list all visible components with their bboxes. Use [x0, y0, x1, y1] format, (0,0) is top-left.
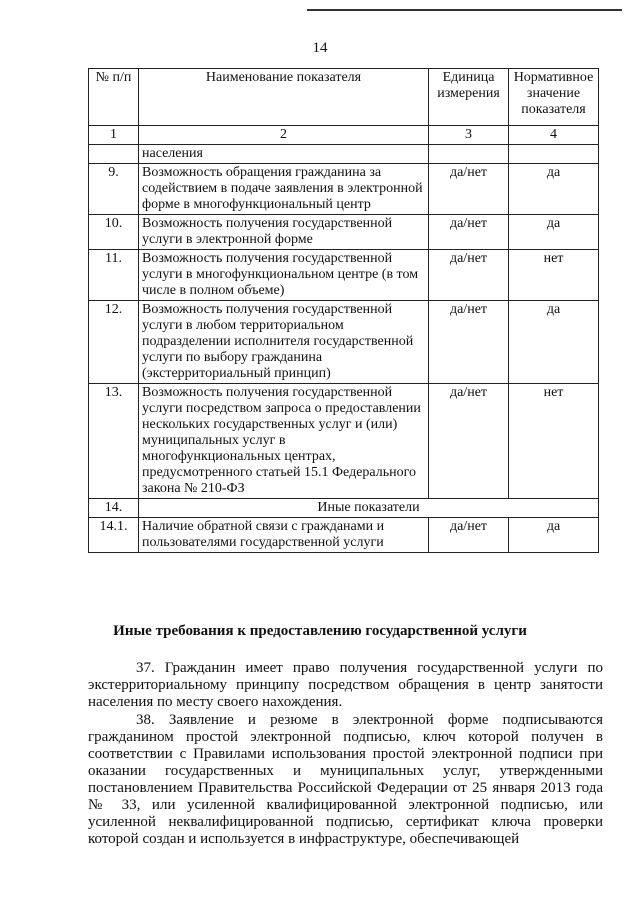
paragraph-37: 37. Гражданин имеет право получения государственной услуги по экстерриториальному принципу посредством обращения в центр занятости населения по месту своего нахождения. — [88, 660, 603, 710]
row-unit: да/нет — [429, 215, 509, 250]
table-row — [89, 145, 599, 164]
continuation-text: населения — [139, 145, 429, 164]
table-row — [89, 301, 599, 384]
column-number: 2 — [139, 126, 429, 145]
row-unit: да/нет — [429, 301, 509, 384]
table-row — [89, 250, 599, 301]
page-number: 14 — [312, 40, 328, 56]
table-row — [89, 518, 599, 553]
column-number: 1 — [89, 126, 139, 145]
row-name: Наличие обратной связи с гражданами и пользователями государственной услуги — [139, 518, 429, 553]
row-unit: да/нет — [429, 384, 509, 499]
row-value: да — [509, 518, 599, 553]
paragraph-38: 38. Заявление и резюме в электронной форме подписываются гражданином простой электронной подписью, ключ которой получен в соответствии с Правилами использования простой электронной подписи при оказании государственных и муниципальных услуг, утвержденными постановлением Правительства Российской Федерации от 25 января 2013 года № 33, или усиленной квалифицированной электронной подписью, или усиленной неквалифицированной подписью, сертификат ключа проверки которой создан и используется в инфраструктуре, обеспечивающей — [88, 712, 603, 847]
section-title: Иные показатели — [139, 499, 599, 518]
header-name: Наименование показателя — [139, 69, 429, 126]
row-value: нет — [509, 250, 599, 301]
row-name: Возможность обращения гражданина за содействием в подаче заявления в электронной форме в многофункциональный центр — [139, 164, 429, 215]
header-number: № п/п — [89, 69, 139, 126]
row-number: 10. — [89, 215, 139, 250]
row-unit: да/нет — [429, 164, 509, 215]
header-rule — [307, 9, 622, 11]
table-header-row — [89, 69, 599, 126]
indicators-table — [88, 68, 599, 553]
section-heading: Иные требования к предоставлению государственной услуги — [113, 623, 527, 639]
row-number: 9. — [89, 164, 139, 215]
header-unit: Единица измерения — [429, 69, 509, 126]
row-number: 12. — [89, 301, 139, 384]
row-number: 13. — [89, 384, 139, 499]
row-value: нет — [509, 384, 599, 499]
column-number: 3 — [429, 126, 509, 145]
row-value: да — [509, 301, 599, 384]
section-row — [89, 499, 599, 518]
header-value: Нормативное значение показателя — [509, 69, 599, 126]
row-number: 11. — [89, 250, 139, 301]
row-name: Возможность получения государственной услуги в любом территориальном подразделении исполнителя государственной услуги по выбору гражданина (экстерриториальный принцип) — [139, 301, 429, 384]
row-name: Возможность получения государственной услуги в многофункциональном центре (в том числе в полном объеме) — [139, 250, 429, 301]
row-name: Возможность получения государственной услуги в электронной форме — [139, 215, 429, 250]
column-number-row — [89, 126, 599, 145]
row-number: 14.1. — [89, 518, 139, 553]
section-number: 14. — [89, 499, 139, 518]
table-row — [89, 215, 599, 250]
table-row — [89, 164, 599, 215]
row-value: да — [509, 215, 599, 250]
table-row — [89, 384, 599, 499]
row-unit: да/нет — [429, 250, 509, 301]
row-value: да — [509, 164, 599, 215]
row-name: Возможность получения государственной услуги посредством запроса о предоставлении нескольких государственных услуг и (или) муниципальных услуг в многофункциональных центрах, предусмотренного статьей 15.1 Федерального закона № 210-ФЗ — [139, 384, 429, 499]
row-unit: да/нет — [429, 518, 509, 553]
column-number: 4 — [509, 126, 599, 145]
